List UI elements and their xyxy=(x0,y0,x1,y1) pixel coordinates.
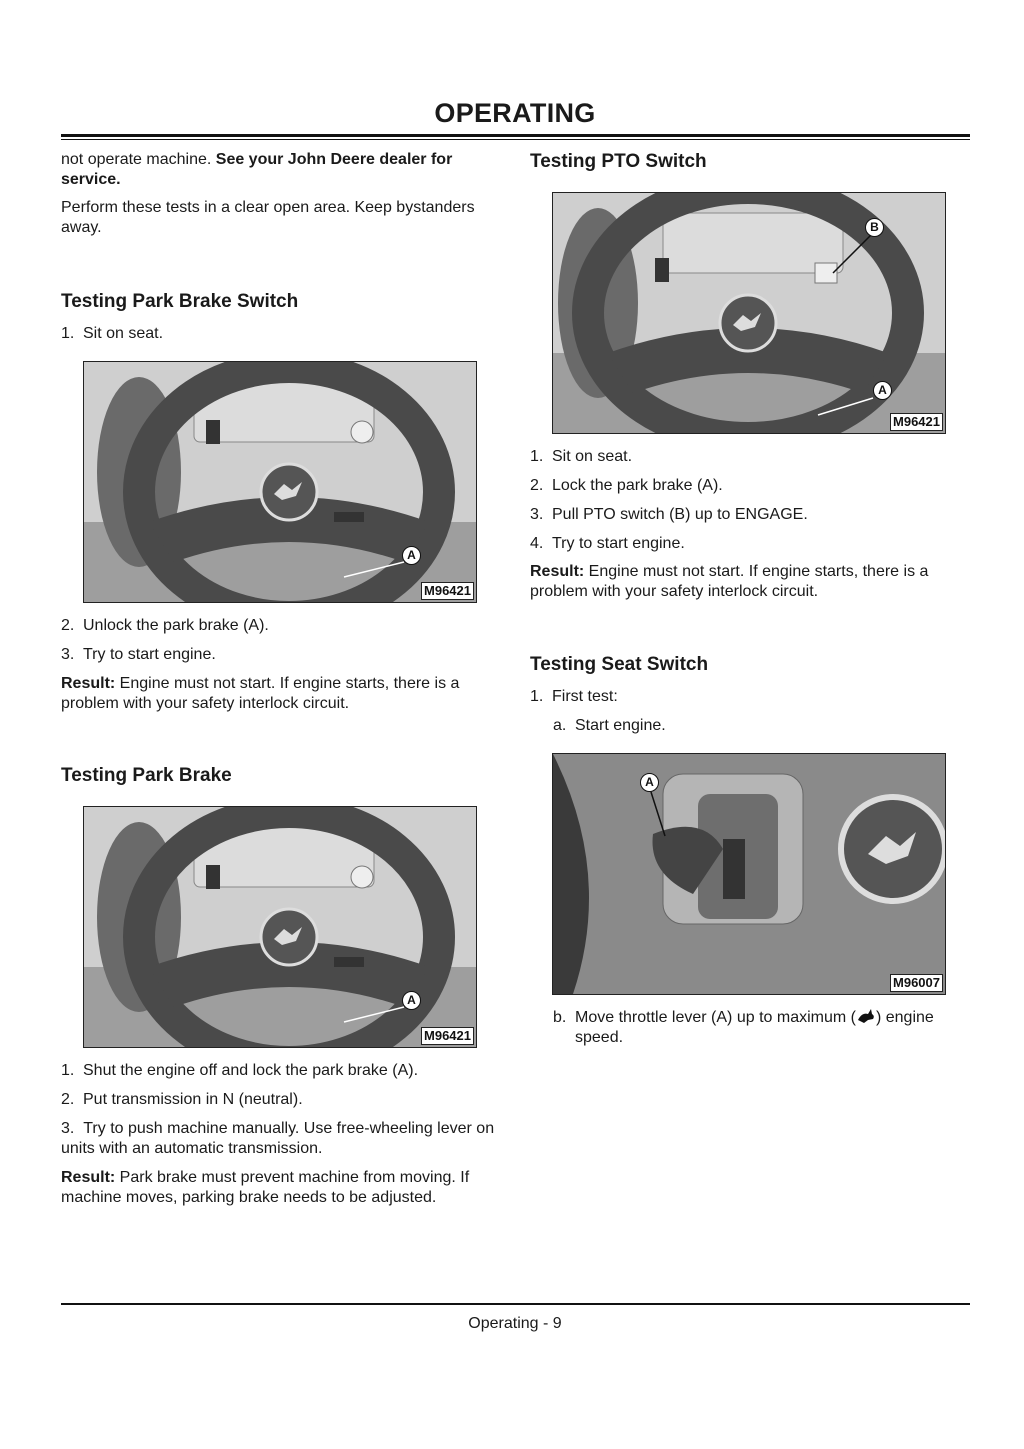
heading-pto-switch: Testing PTO Switch xyxy=(530,151,707,172)
figure-code: M96421 xyxy=(421,1027,474,1045)
figure-throttle-lever xyxy=(552,753,946,995)
result-text: Result: Engine must not start. If engine starts, there is a problem with your safety interlock circuit. xyxy=(61,675,460,712)
step-item: 1. Shut the engine off and lock the park brake (A). xyxy=(61,1062,419,1079)
step-item: 3. Pull PTO switch (B) up to ENGAGE. xyxy=(530,506,808,523)
step-item: 4. Try to start engine. xyxy=(530,535,685,552)
result-label: Result: xyxy=(61,675,116,692)
callout-a: A xyxy=(873,381,892,400)
heading-park-brake: Testing Park Brake xyxy=(61,765,232,786)
step-item: 3. Try to start engine. xyxy=(61,646,216,663)
page-number: Operating - 9 xyxy=(468,1315,562,1332)
result-label: Result: xyxy=(530,563,585,580)
heading-park-brake-switch: Testing Park Brake Switch xyxy=(61,291,299,312)
figure-code: M96421 xyxy=(890,413,943,431)
figure-park-brake xyxy=(83,806,477,1048)
intro-instructions: Perform these tests in a clear open area. Keep bystanders away. xyxy=(61,199,475,236)
step-item: 3. Try to push machine manually. Use free-wheeling lever on units with an automatic transmission. xyxy=(61,1120,495,1157)
result-text: Result: Park brake must prevent machine from moving. If machine moves, parking brake needs to be adjusted. xyxy=(61,1169,470,1206)
figure-pto-switch xyxy=(552,192,946,434)
page-title: OPERATING xyxy=(434,98,596,128)
header-rule-thick xyxy=(61,134,970,137)
throttle-lever-photo xyxy=(553,754,945,994)
left-column xyxy=(61,150,501,1208)
figure-park-brake-switch xyxy=(83,361,477,603)
right-column xyxy=(530,150,960,1048)
step-item: 2. Lock the park brake (A). xyxy=(530,477,723,494)
step-item: 2. Unlock the park brake (A). xyxy=(61,617,269,634)
step-item: 2. Put transmission in N (neutral). xyxy=(61,1091,303,1108)
callout-a: A xyxy=(402,991,421,1010)
steering-wheel-photo xyxy=(84,362,476,602)
figure-code: M96007 xyxy=(890,974,943,992)
footer-rule xyxy=(61,1303,970,1305)
callout-a: A xyxy=(640,773,659,792)
callout-a: A xyxy=(402,546,421,565)
result-label: Result: xyxy=(61,1169,116,1186)
step-item: 1. Sit on seat. xyxy=(61,325,164,342)
heading-seat-switch: Testing Seat Switch xyxy=(530,654,709,675)
step-item: 1. First test: xyxy=(530,688,618,705)
header-rule-thin xyxy=(61,139,970,140)
substep-item: a. Start engine. xyxy=(553,717,666,734)
callout-b: B xyxy=(865,218,884,237)
intro-warning: not operate machine. See your John Deere dealer for service. xyxy=(61,151,453,188)
rabbit-icon xyxy=(856,1008,876,1024)
figure-code: M96421 xyxy=(421,582,474,600)
substep-item: b. Move throttle lever (A) up to maximum ( ) engine speed. xyxy=(553,1009,934,1046)
step-item: 1. Sit on seat. xyxy=(530,448,633,465)
result-text: Result: Engine must not start. If engine starts, there is a problem with your safety interlock circuit. xyxy=(530,563,929,600)
steering-wheel-photo xyxy=(84,807,476,1047)
dealer-note: See your John Deere dealer for service. xyxy=(61,151,453,188)
